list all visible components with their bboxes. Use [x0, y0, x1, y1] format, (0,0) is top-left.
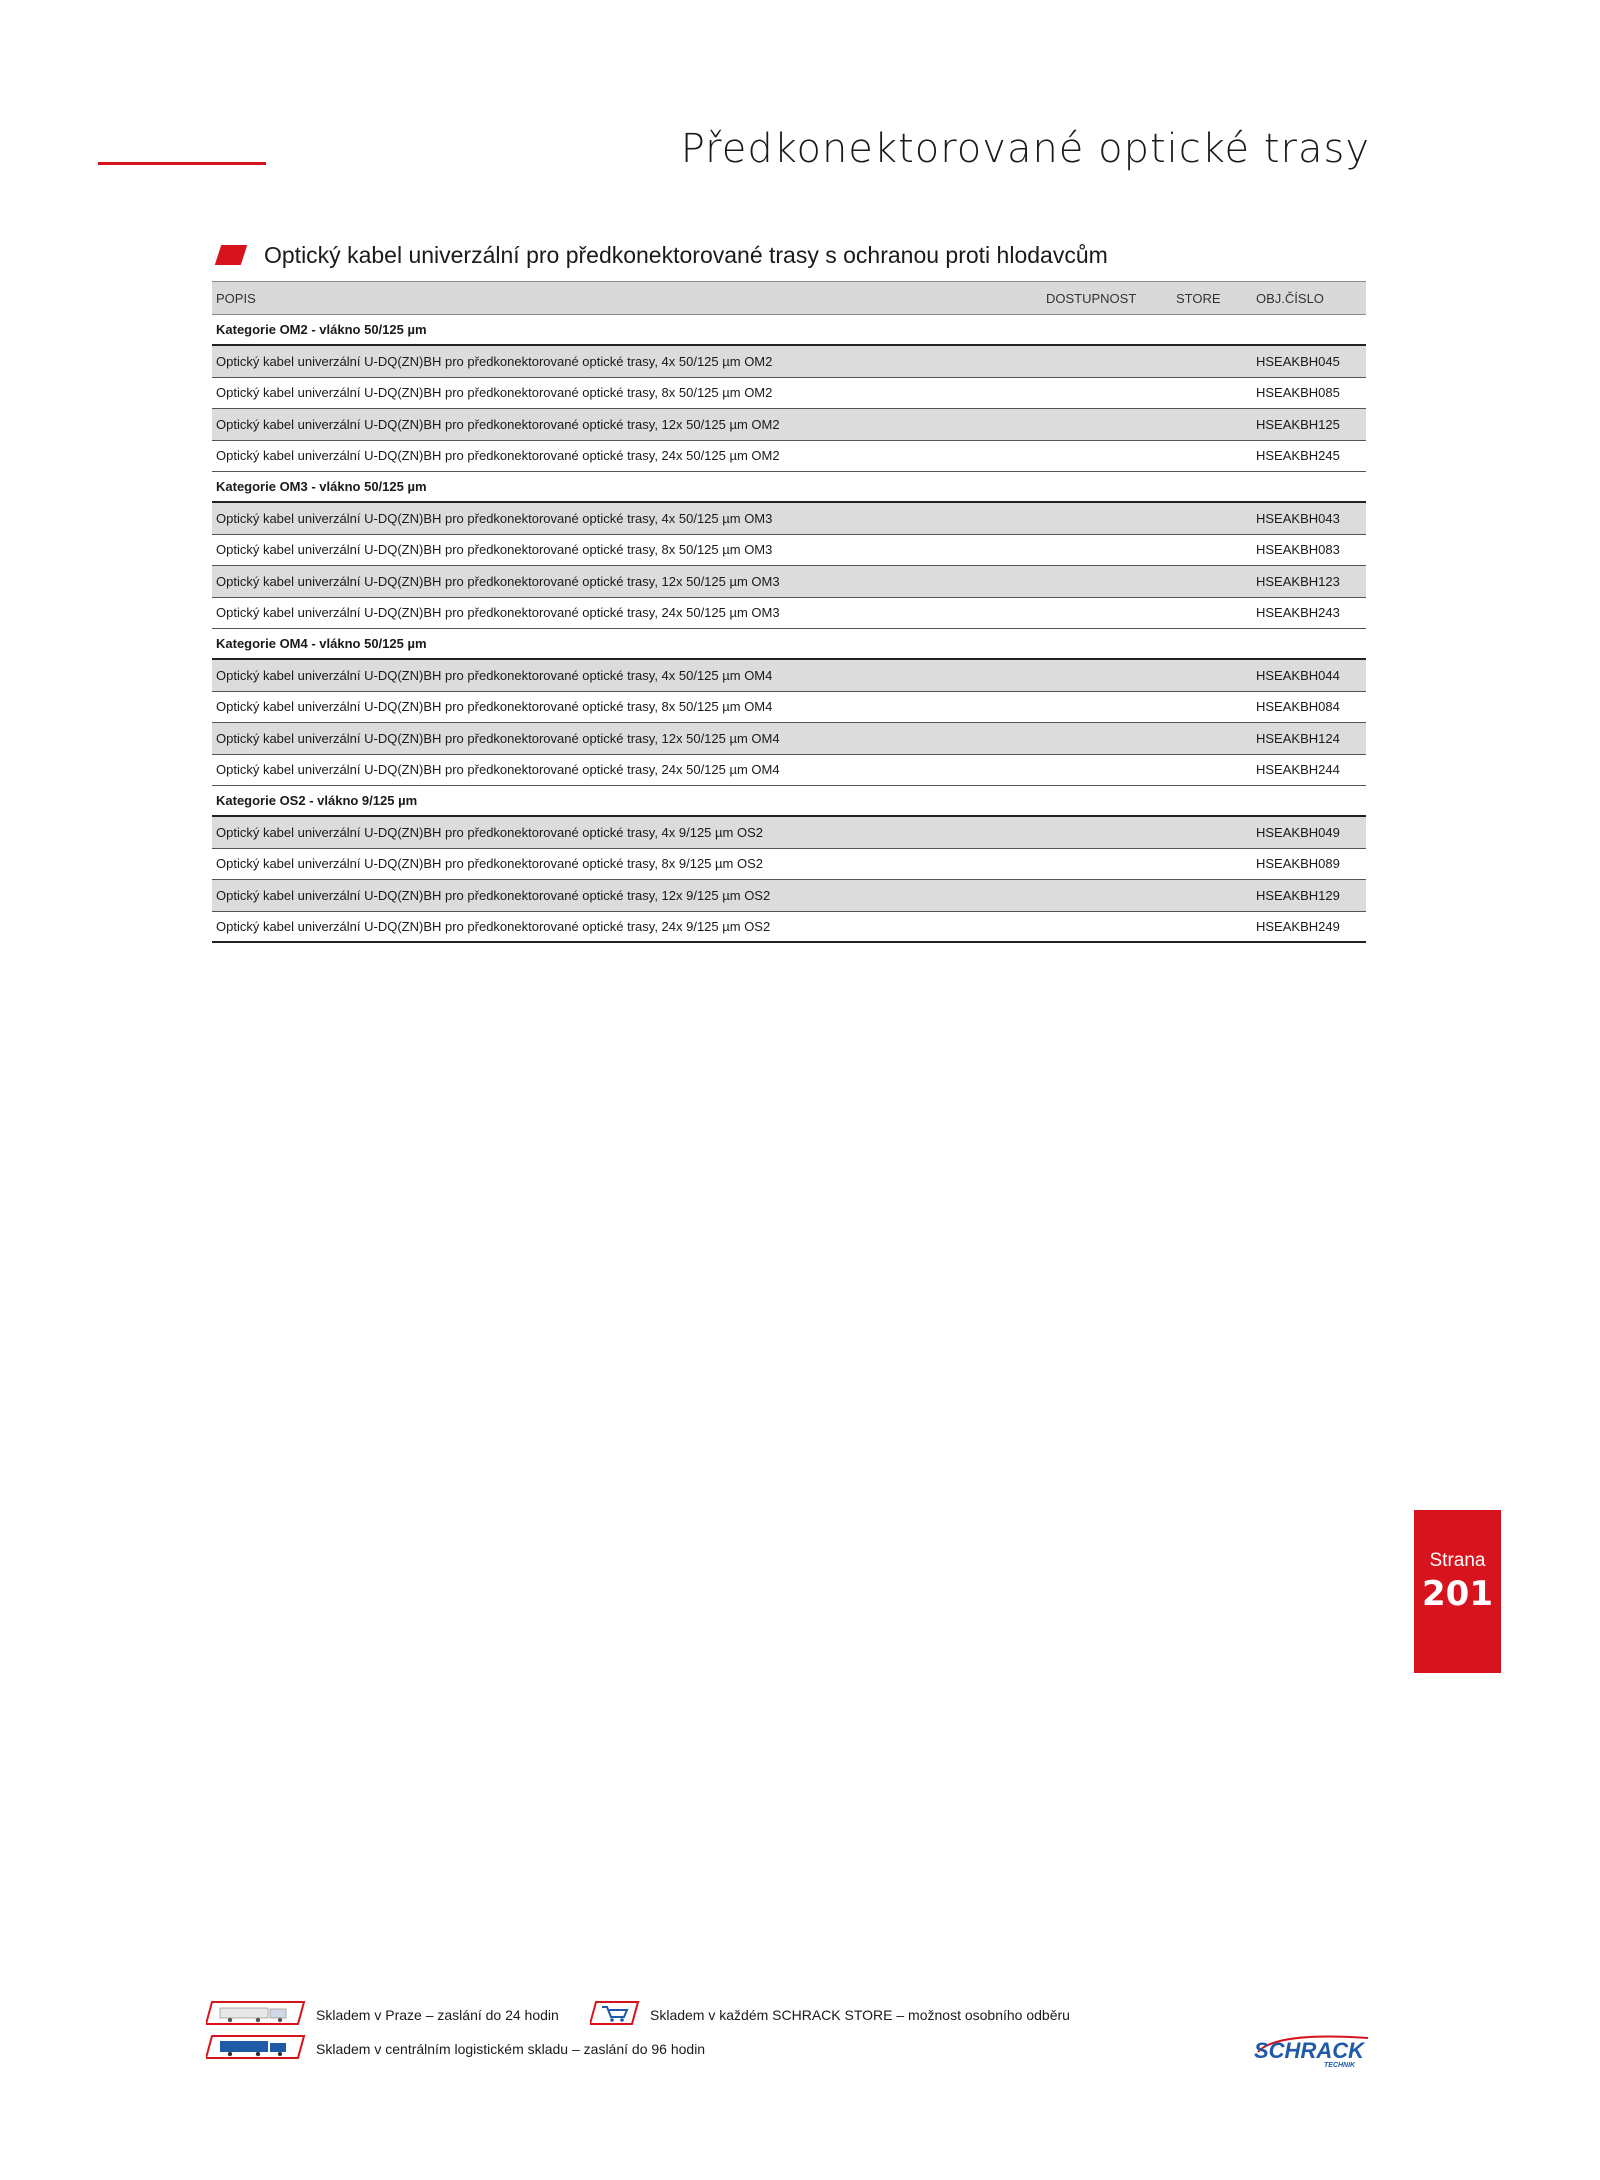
product-description: Optický kabel univerzální U-DQ(ZN)BH pro předkonektorované optické trasy, 24x 50/125 µm OM4	[216, 762, 780, 778]
order-number: HSEAKBH085	[1256, 385, 1340, 401]
legend-store-text: Skladem v každém SCHRACK STORE – možnost osobního odběru	[650, 2006, 1070, 2023]
table-row	[212, 912, 1366, 944]
table-row	[212, 346, 1366, 378]
schrack-technik-logo	[1250, 2030, 1372, 2070]
order-number: HSEAKBH049	[1256, 824, 1340, 840]
legend-central	[206, 2034, 705, 2063]
page-number-badge	[1414, 1510, 1501, 1673]
legend-store	[590, 2000, 1070, 2029]
order-number: HSEAKBH123	[1256, 573, 1340, 589]
order-number: HSEAKBH243	[1256, 605, 1340, 621]
category-row	[212, 315, 1366, 346]
order-number: HSEAKBH044	[1256, 667, 1340, 683]
column-header-store: STORE	[1176, 290, 1221, 306]
svg-text:SCHRACK: SCHRACK	[1254, 2038, 1364, 2063]
order-number: HSEAKBH244	[1256, 762, 1340, 778]
shopping-cart-icon	[590, 2000, 640, 2029]
svg-text:TECHNIK: TECHNIK	[1324, 2062, 1356, 2069]
column-header-order-number: OBJ.ČÍSLO	[1256, 290, 1324, 306]
product-table	[212, 281, 1366, 943]
table-row	[212, 660, 1366, 692]
order-number: HSEAKBH083	[1256, 542, 1340, 558]
legend-prague-text: Skladem v Praze – zaslání do 24 hodin	[316, 2006, 559, 2023]
product-description: Optický kabel univerzální U-DQ(ZN)BH pro předkonektorované optické trasy, 8x 50/125 µm OM2	[216, 385, 773, 401]
product-description: Optický kabel univerzální U-DQ(ZN)BH pro předkonektorované optické trasy, 24x 9/125 µm OS2	[216, 918, 771, 934]
column-header-description: POPIS	[216, 290, 256, 306]
top-accent-rule	[98, 162, 266, 165]
legend-prague	[206, 2000, 559, 2029]
product-description: Optický kabel univerzální U-DQ(ZN)BH pro předkonektorované optické trasy, 4x 50/125 µm OM3	[216, 510, 773, 526]
table-row	[212, 755, 1366, 787]
order-number: HSEAKBH245	[1256, 448, 1340, 464]
page-number: 201	[1422, 1574, 1493, 1614]
product-description: Optický kabel univerzální U-DQ(ZN)BH pro předkonektorované optické trasy, 4x 50/125 µm OM4	[216, 667, 773, 683]
category-label: Kategorie OM3 - vlákno 50/125 µm	[216, 479, 427, 494]
product-description: Optický kabel univerzální U-DQ(ZN)BH pro předkonektorované optické trasy, 8x 50/125 µm OM4	[216, 699, 773, 715]
product-description: Optický kabel univerzální U-DQ(ZN)BH pro předkonektorované optické trasy, 4x 9/125 µm OS2	[216, 824, 763, 840]
table-row	[212, 598, 1366, 630]
product-description: Optický kabel univerzální U-DQ(ZN)BH pro předkonektorované optické trasy, 12x 9/125 µm OS2	[216, 887, 771, 903]
order-number: HSEAKBH084	[1256, 699, 1340, 715]
product-description: Optický kabel univerzální U-DQ(ZN)BH pro předkonektorované optické trasy, 24x 50/125 µm OM3	[216, 605, 780, 621]
table-row	[212, 409, 1366, 441]
legend-central-text: Skladem v centrálním logistickém skladu – zaslání do 96 hodin	[316, 2040, 706, 2057]
category-label: Kategorie OM4 - vlákno 50/125 µm	[216, 636, 427, 651]
order-number: HSEAKBH129	[1256, 887, 1340, 903]
product-description: Optický kabel univerzální U-DQ(ZN)BH pro předkonektorované optické trasy, 12x 50/125 µm OM3	[216, 573, 780, 589]
product-description: Optický kabel univerzální U-DQ(ZN)BH pro předkonektorované optické trasy, 8x 50/125 µm OM3	[216, 542, 773, 558]
category-label: Kategorie OS2 - vlákno 9/125 µm	[216, 793, 418, 808]
table-row	[212, 441, 1366, 473]
category-label: Kategorie OM2 - vlákno 50/125 µm	[216, 322, 427, 337]
order-number: HSEAKBH249	[1256, 918, 1340, 934]
product-description: Optický kabel univerzální U-DQ(ZN)BH pro předkonektorované optické trasy, 4x 50/125 µm OM2	[216, 353, 773, 369]
table-row	[212, 378, 1366, 410]
truck-white-icon	[206, 2000, 306, 2029]
order-number: HSEAKBH045	[1256, 353, 1340, 369]
category-row	[212, 629, 1366, 660]
section-heading	[214, 238, 1108, 272]
product-description: Optický kabel univerzální U-DQ(ZN)BH pro předkonektorované optické trasy, 12x 50/125 µm OM4	[216, 730, 780, 746]
page-badge-label: Strana	[1429, 1550, 1486, 1571]
product-description: Optický kabel univerzální U-DQ(ZN)BH pro předkonektorované optické trasy, 8x 9/125 µm OS2	[216, 856, 763, 872]
table-row	[212, 880, 1366, 912]
order-number: HSEAKBH043	[1256, 510, 1340, 526]
order-number: HSEAKBH124	[1256, 730, 1340, 746]
table-row	[212, 566, 1366, 598]
order-number: HSEAKBH089	[1256, 856, 1340, 872]
product-description: Optický kabel univerzální U-DQ(ZN)BH pro předkonektorované optické trasy, 24x 50/125 µm OM2	[216, 448, 780, 464]
table-header-row	[212, 281, 1366, 315]
table-row	[212, 723, 1366, 755]
table-row	[212, 535, 1366, 567]
table-row	[212, 692, 1366, 724]
product-description: Optický kabel univerzální U-DQ(ZN)BH pro předkonektorované optické trasy, 12x 50/125 µm OM2	[216, 416, 780, 432]
column-header-availability: DOSTUPNOST	[1046, 290, 1137, 306]
section-marker-icon	[215, 245, 247, 265]
table-row	[212, 817, 1366, 849]
category-row	[212, 786, 1366, 817]
order-number: HSEAKBH125	[1256, 416, 1340, 432]
category-row	[212, 472, 1366, 503]
table-row	[212, 849, 1366, 881]
truck-blue-icon	[206, 2034, 306, 2063]
table-row	[212, 503, 1366, 535]
page-title: Předkonektorované optické trasy	[680, 126, 1370, 172]
section-title: Optický kabel univerzální pro předkonektorované trasy s ochranou proti hlodavcům	[264, 241, 1108, 268]
